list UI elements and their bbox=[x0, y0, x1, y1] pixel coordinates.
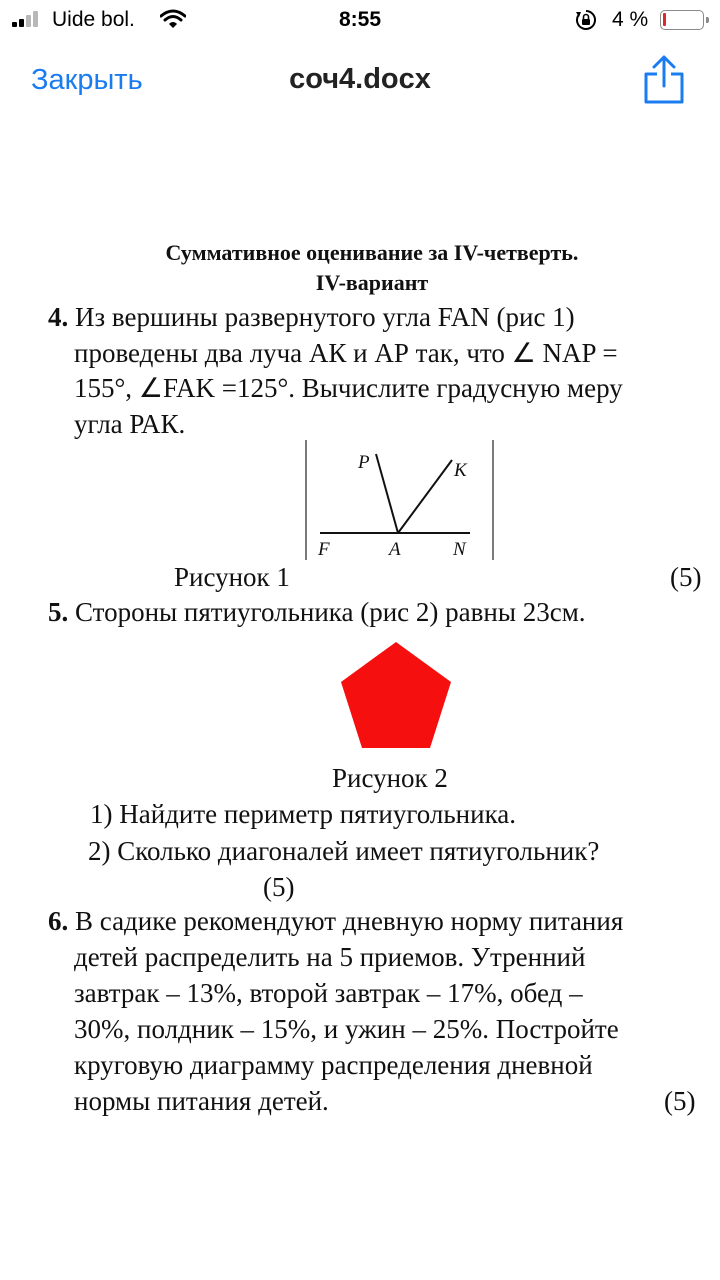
figure-1-label-f: F bbox=[318, 539, 330, 560]
question-5-text: Стороны пятиугольника (рис 2) равны 23см. bbox=[68, 597, 586, 627]
figure-2-pentagon bbox=[338, 640, 454, 752]
figure-1-label-k: K bbox=[454, 460, 467, 481]
status-time: 8:55 bbox=[338, 8, 382, 31]
figure-1-label-p: P bbox=[358, 452, 370, 473]
question-4-number: 4. bbox=[48, 302, 69, 332]
share-icon[interactable] bbox=[640, 54, 688, 106]
figure-2-caption: Рисунок 2 bbox=[332, 763, 448, 793]
question-5-item-2: 2) Сколько диагоналей имеет пятиугольник? bbox=[88, 836, 600, 866]
question-5-item-1: 1) Найдите периметр пятиугольника. bbox=[90, 799, 517, 829]
battery-percent: 4 % bbox=[612, 8, 649, 31]
figure-1-angle-diagram bbox=[300, 438, 500, 560]
question-5-number: 5. bbox=[48, 597, 69, 627]
question-4-line-3: 155°, ∠FAK =125°. Вычислите градусную меру bbox=[74, 373, 623, 403]
figure-1-label-n: N bbox=[453, 539, 466, 560]
question-4-score: (5) bbox=[670, 562, 702, 592]
question-5-line-1 bbox=[48, 597, 586, 628]
question-4-line-1 bbox=[48, 302, 575, 333]
status-bar bbox=[0, 0, 720, 40]
question-6-line-1 bbox=[48, 906, 623, 937]
figure-1-caption: Рисунок 1 bbox=[174, 562, 290, 592]
question-4-text: Из вершины развернутого угла FAN (рис 1) bbox=[68, 302, 575, 332]
question-6-line-5: круговую диаграмму распределения дневной bbox=[74, 1050, 593, 1080]
figure-1-label-a: A bbox=[389, 539, 401, 560]
question-6-number: 6. bbox=[48, 906, 69, 936]
orientation-lock-icon bbox=[575, 9, 597, 31]
document-heading: Суммативное оценивание за IV-четверть. bbox=[165, 240, 579, 265]
question-6-text: В садике рекомендуют дневную норму питания bbox=[68, 906, 624, 936]
question-6-line-4: 30%, полдник – 15%, и ужин – 25%. Постройте bbox=[74, 1014, 619, 1044]
question-4-line-2: проведены два луча АК и АР так, что ∠ NAP = bbox=[74, 338, 618, 368]
question-4-line-4: угла РАК. bbox=[74, 409, 186, 439]
document-page bbox=[0, 120, 720, 1280]
question-5-score: (5) bbox=[263, 872, 295, 902]
battery-icon bbox=[660, 10, 704, 30]
question-6-score: (5) bbox=[664, 1086, 696, 1116]
question-6-line-6: нормы питания детей. bbox=[74, 1086, 329, 1116]
navigation-bar bbox=[0, 40, 720, 120]
question-6-line-2: детей распределить на 5 приемов. Утренний bbox=[74, 942, 586, 972]
variant-heading: IV-вариант bbox=[315, 270, 429, 295]
question-6-line-3: завтрак – 13%, второй завтрак – 17%, обед – bbox=[74, 978, 583, 1008]
carrier-name: Uide bol. bbox=[52, 8, 135, 31]
close-button[interactable]: Закрыть bbox=[31, 64, 143, 96]
document-title: соч4.docx bbox=[289, 63, 431, 95]
